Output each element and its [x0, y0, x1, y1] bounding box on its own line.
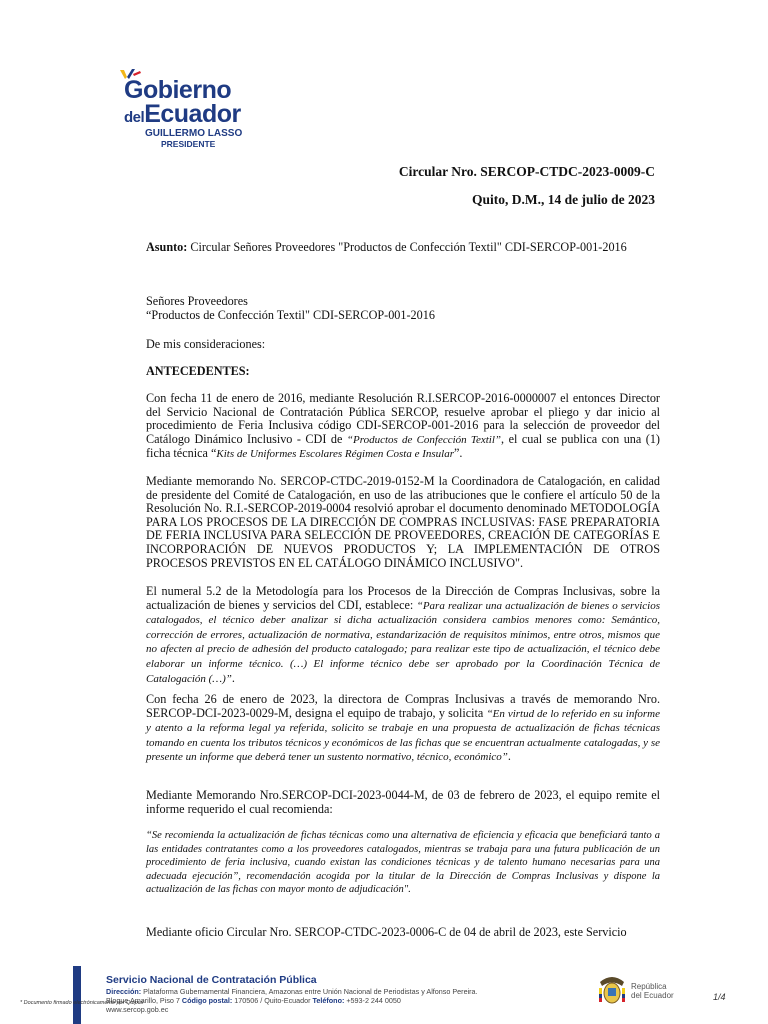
footer-title: Servicio Nacional de Contratación Pública [106, 974, 317, 986]
section-title: ANTECEDENTES: [146, 364, 250, 378]
logo-line-2: delEcuador [124, 100, 241, 128]
footer [0, 960, 768, 1024]
footer-contact: Bloque Amarillo, Piso 7 Código postal: 170506 / Quito-Ecuador Teléfono: +593-2 244 0050 [106, 996, 401, 1005]
paragraph-5: Mediante Memorando Nro.SERCOP-DCI-2023-0044-M, de 03 de febrero de 2023, el equipo remite el informe requerido el cual recomienda: [146, 788, 660, 816]
asunto-text: Circular Señores Proveedores "Productos de Confección Textil" CDI-SERCOP-001-2016 [187, 240, 627, 254]
addressee [146, 295, 660, 322]
logo-line-3: GUILLERMO LASSO [145, 128, 243, 139]
paragraph-2: Mediante memorando No. SERCOP-CTDC-2019-0152-M la Coordinadora de Catalogación, en calidad de presidente del Comité de Catalogación, en uso de las atribuciones que le confiere el artículo 50 de la Resolución No. R.I.-SERCOP-2019-0004 resolvió aprobar el documento denominado METODOLOGÍA PARA LOS PROCESOS DE LA DIRECCIÓN DE COMPRAS INCLUSIVAS: FASE PREPARATORIA DE FERIA INCLUSIVA PARA SELECCIÓN DE PROVEEDORES, CREACIÓN DE CATEGORÍAS E INCORPORACIÓN DE NUEVOS PRODUCTOS Y; LA IMPLEMENTACIÓN DE OTROS PROCESOS PREVISTOS EN EL CATÁLOGO DINÁMICO INCLUSIVO". [146, 474, 660, 570]
footer-website[interactable]: www.sercop.gob.ec [106, 1005, 169, 1014]
footer-signature-note: * Documento firmado electrónicamente por Quipux [20, 1000, 144, 1006]
asunto-line [146, 241, 660, 255]
footer-address: Dirección: Plataforma Gubernamental Financiera, Amazonas entre Unión Nacional de Periodistas y Alfonso Pereira. [106, 987, 478, 996]
republica-label: República del Ecuador [631, 982, 674, 1000]
greeting: De mis consideraciones: [146, 337, 266, 351]
circular-number: Circular Nro. SERCOP-CTDC-2023-0009-C [398, 164, 655, 179]
footer-accent-bar [73, 966, 81, 1024]
paragraph-1: Con fecha 11 de enero de 2016, mediante Resolución R.I.SERCOP-2016-0000007 el entonces Director del Servicio Nacional de Contratación Pública SERCOP, resuelve aprobar el pliego y dar inicio al procedimiento de Feria Inclusiva código CDI-SERCOP-001-2016 para la selección de proveedor del Catálogo Dinámico Inclusivo - CDI de “Productos de Confección Textil”, el cual se publica con una (1) ficha técnica “Kits de Uniformes Escolares Régimen Costa e Insular”. [146, 391, 660, 461]
paragraph-7: Mediante oficio Circular Nro. SERCOP-CTDC-2023-0006-C de 04 de abril de 2023, este Servicio [146, 925, 627, 939]
gobierno-ecuador-logo [118, 68, 243, 148]
page-number: 1/4 [713, 992, 726, 1002]
logo-line-4: PRESIDENTE [161, 139, 216, 149]
addressee-line-2: “Productos de Confección Textil" CDI-SERCOP-001-2016 [146, 307, 435, 322]
paragraph-4: Con fecha 26 de enero de 2023, la directora de Compras Inclusivas a través de memorando Nro. SERCOP-DCI-2023-0029-M, designa el equipo de trabajo, y solicita “En virtud de lo referido en su informe y atento a la reforma legal ya referida, solicito se trabaje en una propuesta de actualización de fichas técnicas tomando en cuenta los tributos técnicos y económicos de las fichas que se encuentran actualmente catalogadas, y se presente un informe que deberá tener un sustento normativo, técnico, económico”. [146, 692, 660, 764]
logo-line-1: Gobierno [124, 76, 232, 104]
document-date: Quito, D.M., 14 de julio de 2023 [471, 192, 655, 207]
asunto-label: Asunto: [146, 240, 188, 254]
paragraph-3: El numeral 5.2 de la Metodología para los Procesos de la Dirección de Compras Inclusivas, sobre la actualización de bienes y servicios del CDI, establece: “Para realizar una actualización de bienes o servicios catalogados, el técnico deber analizar si dicha actualización considera cambios menores como: Semántico, corrección de errores, actualización de normativa, estandarización de requisitos mínimos, entre otros, mismos que no afecten al precio de adhesión del producto catalogado; para realizar este tipo de actualización, el técnico debe elaborar un informe técnico. (…) El informe técnico debe ser aprobado por la Coordinación Técnica de Catalogación (…)”. [146, 584, 660, 685]
paragraph-6-quote: “Se recomienda la actualización de fichas técnicas como una alternativa de eficiencia y eficacia que beneficiará tanto a las entidades contratantes como a los proveedores catalogados, mientras se trabaja para una futura publicación de un procedimiento de feria inclusiva, cuando existan las condiciones técnicas y de talento humano necesarias para una adecuada ejecución”, recomendación acogida por la titular de la Dirección de Compras Inclusivas y dispone la actualización de las fichas con mayor monto de adjudicación". [146, 830, 660, 896]
coat-of-arms-icon [596, 974, 628, 1008]
addressee-line-1: Señores Proveedores [146, 294, 248, 308]
